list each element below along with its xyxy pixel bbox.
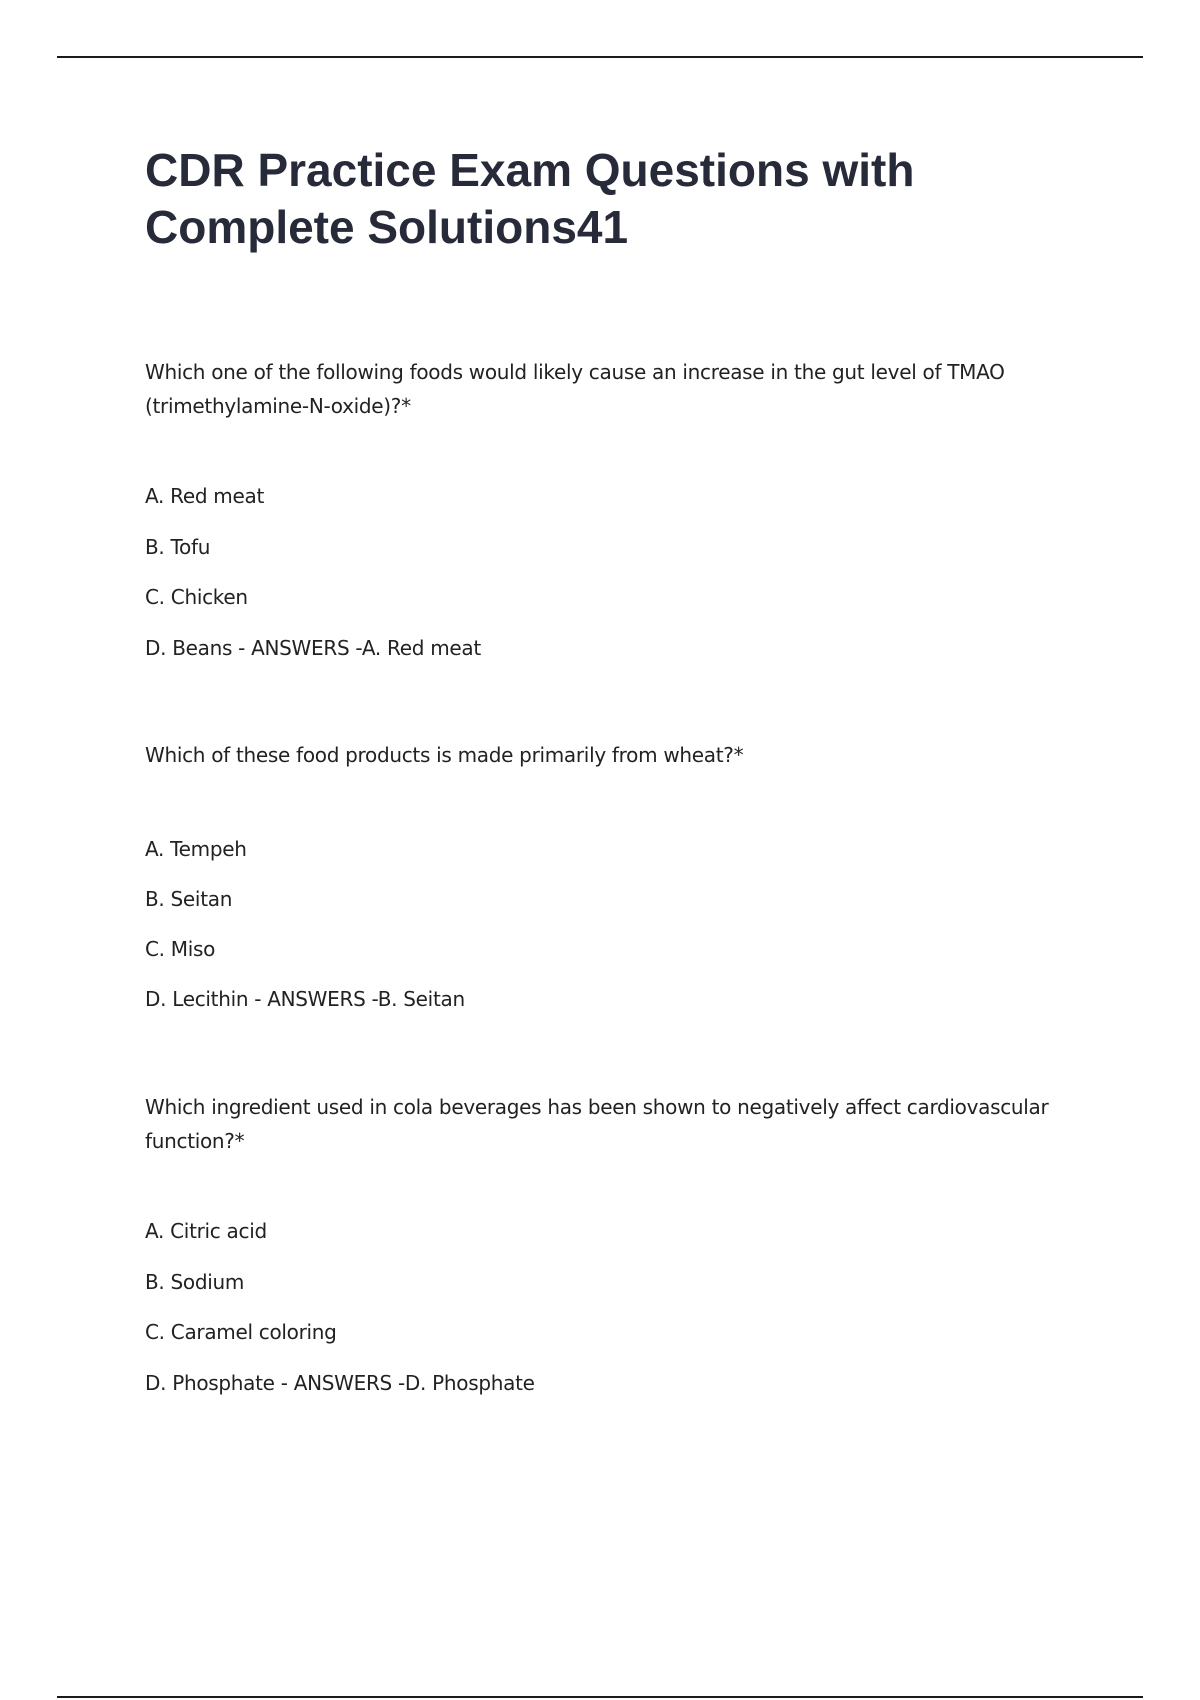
footer-rule: [57, 1696, 1143, 1698]
header-rule: [57, 56, 1143, 58]
answer-options: [145, 832, 1065, 1016]
question-block: [145, 1090, 1065, 1416]
answer-option: B. Seitan: [145, 887, 233, 911]
answer-option: A. Citric acid: [145, 1219, 267, 1243]
answer-option: C. Miso: [145, 937, 216, 961]
answer-options: [145, 479, 1065, 665]
answer-option: C. Caramel coloring: [145, 1320, 337, 1344]
question-text: Which one of the following foods would likely cause an increase in the gut level of TMAO (trimethylamine-N-oxide)?*: [145, 360, 1005, 418]
answer-option: D. Lecithin - ANSWERS -B. Seitan: [145, 987, 465, 1011]
question-block: [145, 355, 1065, 681]
answer-option: B. Sodium: [145, 1269, 245, 1294]
question-text: Which of these food products is made primarily from wheat?*: [145, 743, 744, 767]
answer-option: D. Beans - ANSWERS -A. Red meat: [145, 635, 481, 660]
answer-option: C. Chicken: [145, 585, 248, 609]
answer-option: A. Red meat: [145, 484, 264, 508]
question-block: [145, 738, 1065, 1032]
answer-option: A. Tempeh: [145, 837, 247, 861]
question-text: Which ingredient used in cola beverages has been shown to negatively affect cardiovascular function?*: [145, 1095, 1049, 1153]
answer-option: B. Tofu: [145, 534, 211, 559]
page-title: CDR Practice Exam Questions with Complete Solutions41: [145, 144, 915, 253]
answer-options: [145, 1214, 1065, 1400]
answer-option: D. Phosphate - ANSWERS -D. Phosphate: [145, 1370, 535, 1395]
